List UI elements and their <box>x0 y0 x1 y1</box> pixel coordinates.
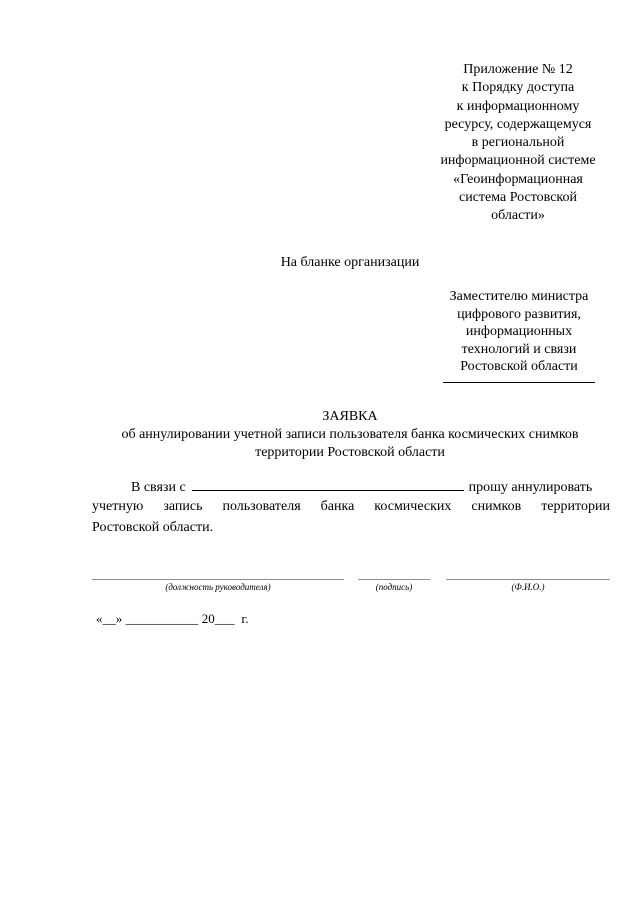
full-name-line[interactable] <box>446 566 610 580</box>
appendix-line: области» <box>491 208 545 224</box>
title-subtitle-line: об аннулировании учетной записи пользователя банка космических снимков <box>121 427 579 442</box>
body-word: учетную <box>92 499 144 514</box>
appendix-line: в региональной <box>471 135 565 151</box>
addressee-line: информационных <box>465 324 573 340</box>
body-line-2 <box>92 496 610 518</box>
appendix-block <box>418 61 618 226</box>
document-title <box>60 408 640 462</box>
letterhead-note: На бланке организации <box>280 255 420 270</box>
title-subtitle-line: территории Ростовской области <box>255 445 445 460</box>
date-line[interactable]: «__» ___________ 20___ г. <box>96 611 249 626</box>
title-heading: ЗАЯВКА <box>322 409 378 424</box>
addressee-line: технологий и связи <box>461 341 577 357</box>
appendix-line: информационной системе <box>440 153 596 169</box>
body-word: снимков <box>471 499 522 514</box>
body-word: банка <box>320 499 355 514</box>
body-paragraph <box>92 478 610 538</box>
appendix-line: Приложение № 12 <box>463 62 573 77</box>
appendix-line: ресурсу, содержащемуся <box>444 116 592 132</box>
addressee-line: Ростовской области <box>460 359 578 375</box>
position-signature-line[interactable] <box>92 566 344 580</box>
body-word: запись <box>163 499 203 514</box>
body-word: космических <box>374 499 452 514</box>
addressee-line: цифрового развития, <box>457 306 581 322</box>
position-label: (должность руководителя) <box>165 582 271 592</box>
addressee-line: Заместителю министра <box>449 289 589 304</box>
signature-line[interactable] <box>358 566 430 580</box>
appendix-line: система Ростовской <box>459 190 577 206</box>
appendix-line: к Порядку доступа <box>461 80 575 96</box>
full-name-label: (Ф.И.О.) <box>511 582 545 592</box>
body-line-3: Ростовской области. <box>92 520 214 535</box>
signature-label: (подпись) <box>375 582 413 592</box>
addressee-block <box>432 288 606 383</box>
appendix-line: к информационному <box>456 98 580 114</box>
body-prefix: В связи с <box>131 480 186 495</box>
reason-blank-field[interactable] <box>192 478 464 491</box>
appendix-line: «Геоинформационная <box>453 171 583 187</box>
body-word: пользователя <box>222 499 301 514</box>
body-suffix: прошу аннулировать <box>468 480 593 495</box>
body-word: территории <box>541 499 610 514</box>
addressee-blank-line[interactable] <box>443 382 595 383</box>
body-line-1 <box>92 478 610 496</box>
